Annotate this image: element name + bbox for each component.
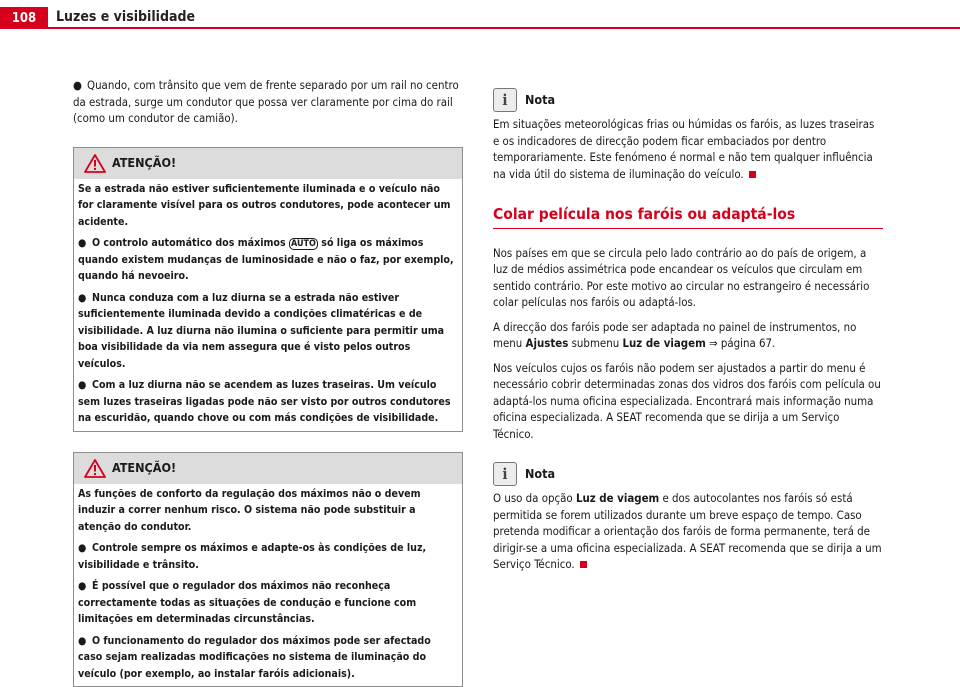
info-note-icon: i bbox=[493, 462, 517, 486]
bullet-icon: ● bbox=[78, 540, 92, 557]
auto-headlight-symbol: AUTO bbox=[289, 238, 318, 250]
warning-bullet: ● É possível que o regulador dos máximos não reconheça correctamente todas as situações de condução e funcione com limitações em determinadas circunstâncias. bbox=[78, 578, 458, 628]
bullet-icon: ● bbox=[78, 578, 92, 595]
warning-body bbox=[74, 484, 462, 687]
warning-box-2 bbox=[73, 452, 463, 687]
warning-text: Se a estrada não estiver suficientemente iluminada e o veículo não for claramente visível para os outros condutores, pode acontecer um acidente. bbox=[78, 181, 458, 231]
menu-ajustes: Ajustes bbox=[526, 336, 569, 350]
paragraph: Nos países em que se circula pelo lado contrário ao do país de origem, a luz de médios assimétrica pode encandear os veículos que circulam em sentido contrário. Por este motivo ao circular no estrangeiro é necessário colar películas nos faróis ou adaptá-los. bbox=[493, 245, 883, 311]
end-of-section-marker bbox=[749, 171, 756, 178]
warning-bullet: ● O controlo automático dos máximos AUTO só liga os máximos quando existem mudanças de luminosidade e não o faz, por exemplo, quando há nevoeiro. bbox=[78, 235, 458, 285]
page-header-title: Luzes e visibilidade bbox=[56, 9, 195, 25]
intro-text: Quando, com trânsito que vem de frente separado por um rail no centro da estrada, surge um condutor que possa ver claramente por cima do rail (como um condutor de camião). bbox=[73, 78, 459, 125]
note-header bbox=[493, 462, 883, 486]
end-of-section-marker bbox=[580, 561, 587, 568]
bullet-icon: ● bbox=[78, 290, 92, 307]
section-title: Colar película nos faróis ou adaptá-los bbox=[493, 206, 883, 229]
warning-header bbox=[74, 148, 462, 179]
note-header bbox=[493, 88, 883, 112]
warning-bullet: ● Com a luz diurna não se acendem as luzes traseiras. Um veículo sem luzes traseiras ligadas pode não ser visto por outros condutores na escuridão, quando chove ou com más condições de visibilidade. bbox=[78, 377, 458, 427]
paragraph: Nos veículos cujos os faróis não podem ser ajustados a partir do menu é necessário cobrir determinadas zonas dos vidros dos faróis com película ou adaptá-los numa oficina especializada. Encontrará mais informação numa oficina especializada. A SEAT recomenda que se dirija a um Serviço Técnico. bbox=[493, 360, 883, 443]
bullet-icon: ● bbox=[78, 633, 92, 650]
left-column bbox=[73, 77, 463, 687]
right-column bbox=[493, 88, 883, 573]
paragraph: A direcção dos faróis pode ser adaptada no painel de instrumentos, no menu Ajustes submenu Luz de viagem ⇒ página 67. bbox=[493, 319, 883, 352]
note-text: Em situações meteorológicas frias ou húmidas os faróis, as luzes traseiras e os indicadores de direcção podem ficar embaciados por dentro temporariamente. Este fenómeno é normal e não tem qualquer influência na vida útil do sistema de iluminação do veículo. bbox=[493, 116, 883, 182]
bullet-icon: ● bbox=[78, 235, 92, 252]
note-title: Nota bbox=[525, 466, 555, 483]
warning-bullet: ● O funcionamento do regulador dos máximos pode ser afectado caso sejam realizadas modificações no sistema de iluminação do veículo (por exemplo, ao instalar faróis adicionais). bbox=[78, 633, 458, 683]
warning-bullet: ● Nunca conduza com a luz diurna se a estrada não estiver suficientemente iluminada devido a condições climatéricas e de visibilidade. A luz diurna não ilumina o suficiente para permitir uma boa visibilidade da via nem assegura que é visto pelos outros veículos. bbox=[78, 290, 458, 373]
bullet-icon: ● bbox=[73, 77, 87, 94]
warning-box-1 bbox=[73, 147, 463, 432]
note-title: Nota bbox=[525, 92, 555, 109]
warning-title: ATENÇÃO! bbox=[112, 460, 176, 477]
intro-bullet bbox=[73, 77, 463, 127]
header-rule bbox=[48, 27, 960, 29]
note-text: O uso da opção Luz de viagem e dos autocolantes nos faróis só está permitida se forem utilizados durante um breve espaço de tempo. Caso pretenda modificar a orientação dos faróis de forma permanente, terá de dirigir-se a uma oficina especializada. A SEAT recomenda que se dirija a um Serviço Técnico. bbox=[493, 490, 883, 573]
warning-body bbox=[74, 179, 462, 431]
warning-text: As funções de conforto da regulação dos máximos não o devem induzir a correr nenhum risco. O sistema não pode substituir a atenção do condutor. bbox=[78, 486, 458, 536]
info-note-icon: i bbox=[493, 88, 517, 112]
bullet-icon: ● bbox=[78, 377, 92, 394]
page-number: 108 bbox=[0, 7, 48, 29]
warning-title: ATENÇÃO! bbox=[112, 155, 176, 172]
warning-triangle-icon bbox=[84, 154, 106, 173]
warning-bullet: ● Controle sempre os máximos e adapte-os às condições de luz, visibilidade e trânsito. bbox=[78, 540, 458, 573]
warning-header bbox=[74, 453, 462, 484]
page-reference-link[interactable]: ⇒ página 67. bbox=[706, 336, 776, 350]
submenu-luz-de-viagem: Luz de viagem bbox=[622, 336, 705, 350]
warning-triangle-icon bbox=[84, 459, 106, 478]
